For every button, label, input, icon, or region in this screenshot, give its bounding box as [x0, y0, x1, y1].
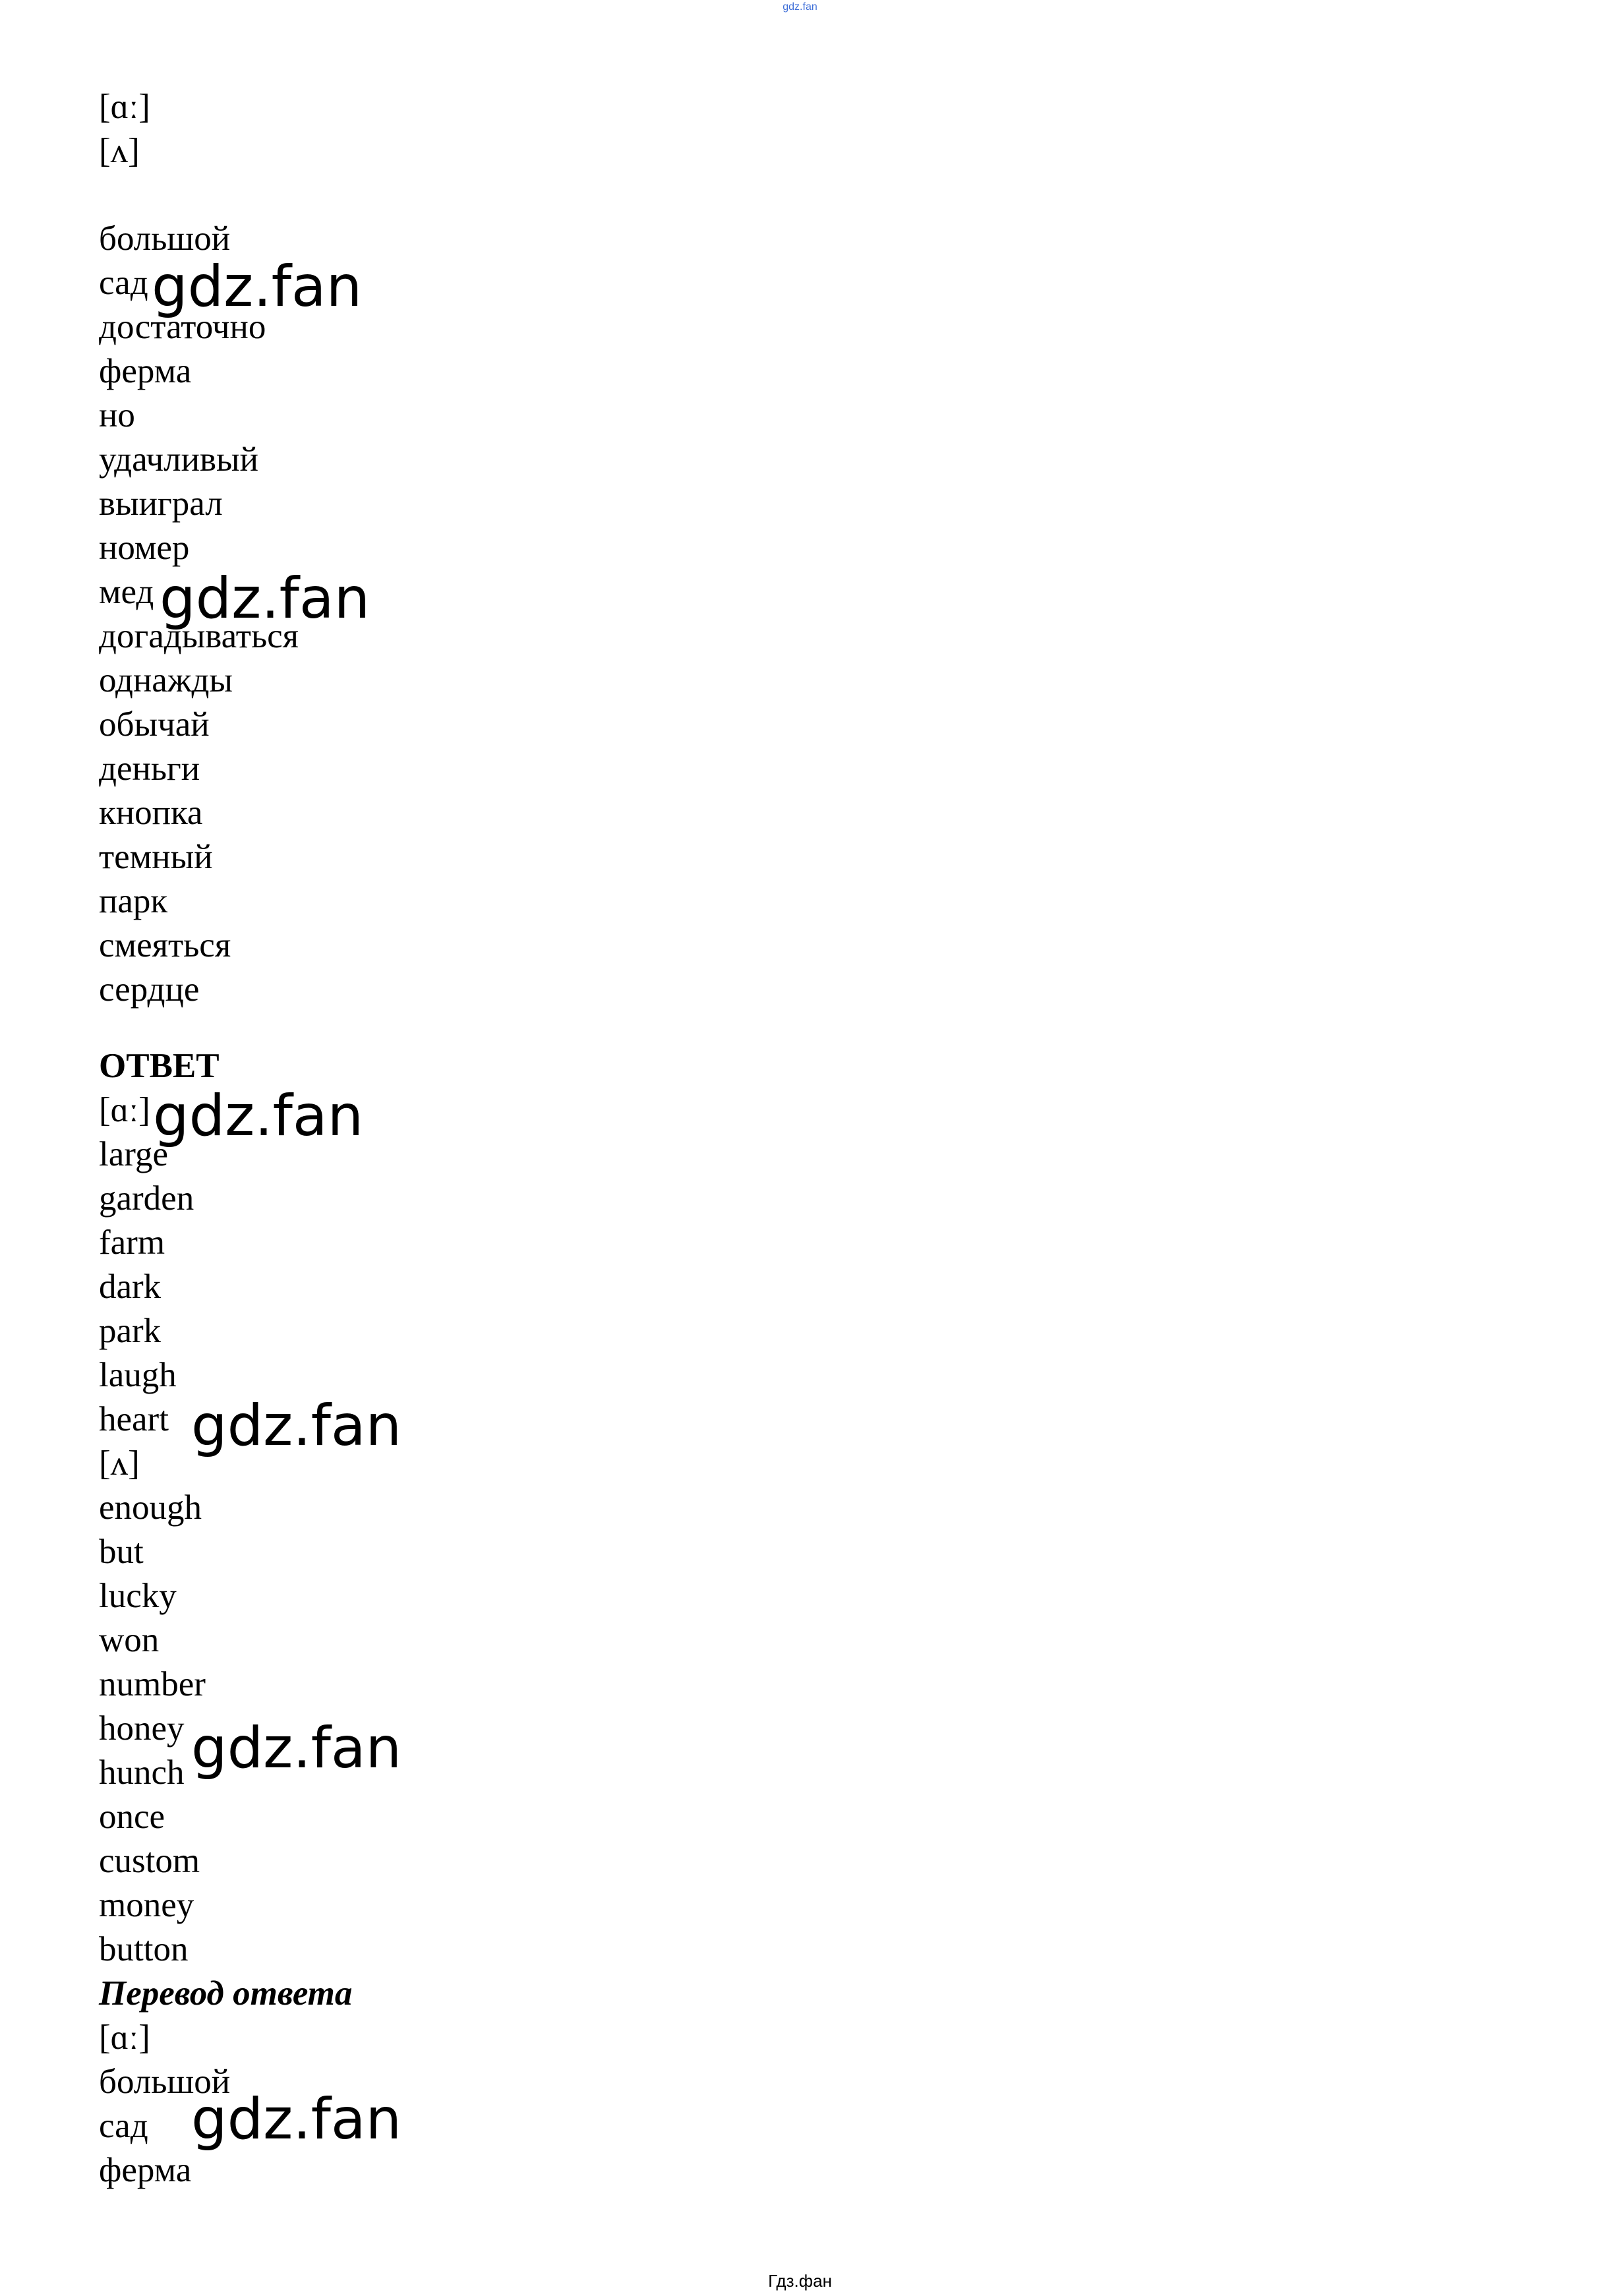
list-item: сад: [99, 264, 148, 302]
list-item: догадываться: [99, 617, 299, 655]
list-item: number: [99, 1665, 206, 1703]
list-item: кнопка: [99, 794, 203, 832]
list-item: farm: [99, 1223, 165, 1262]
phoneme-uh: [ʌ]: [99, 1444, 140, 1483]
list-item: обычай: [99, 705, 210, 744]
list-item: удачливый: [99, 440, 258, 479]
list-item: once: [99, 1798, 165, 1836]
watermark: gdz.fan: [152, 254, 363, 320]
list-item: большой: [99, 2063, 231, 2101]
list-item: выиграл: [99, 485, 223, 523]
list-item: won: [99, 1621, 160, 1659]
list-item: but: [99, 1533, 144, 1571]
list-item: money: [99, 1886, 194, 1924]
list-item: ферма: [99, 2151, 192, 2189]
list-item: large: [99, 1135, 168, 1173]
phoneme-aa: [ɑː]: [99, 2018, 150, 2057]
translation-heading: Перевод ответа: [99, 1974, 353, 2013]
phoneme-aa: [ɑː]: [99, 1091, 150, 1129]
list-item: button: [99, 1930, 189, 1968]
list-item: достаточно: [99, 308, 266, 346]
list-item: но: [99, 396, 135, 434]
list-item: hunch: [99, 1753, 185, 1792]
list-item: laugh: [99, 1356, 177, 1394]
list-item: garden: [99, 1179, 194, 1218]
top-watermark: gdz.fan: [783, 1, 817, 13]
list-item: heart: [99, 1400, 169, 1438]
list-item: enough: [99, 1488, 202, 1527]
answer-heading: ОТВЕТ: [99, 1047, 220, 1085]
list-item: темный: [99, 838, 213, 876]
list-item: большой: [99, 220, 231, 258]
list-item: мед: [99, 573, 154, 611]
list-item: деньги: [99, 750, 200, 788]
list-item: park: [99, 1312, 162, 1350]
list-item: сердце: [99, 970, 200, 1009]
list-item: dark: [99, 1268, 162, 1306]
watermark: gdz.fan: [191, 1715, 402, 1781]
list-item: смеяться: [99, 926, 231, 964]
list-item: ферма: [99, 352, 192, 390]
watermark: gdz.fan: [153, 1083, 364, 1149]
list-item: сад: [99, 2107, 148, 2145]
list-item: однажды: [99, 661, 233, 699]
list-item: номер: [99, 529, 190, 567]
list-item: honey: [99, 1709, 185, 1748]
watermark: gdz.fan: [191, 1393, 402, 1459]
watermark: gdz.fan: [191, 2086, 402, 2152]
footer-text: Гдз.фан: [768, 2271, 832, 2291]
watermark: gdz.fan: [160, 566, 370, 632]
list-item: парк: [99, 882, 168, 920]
phoneme-aa: [ɑː]: [99, 88, 150, 126]
list-item: lucky: [99, 1577, 177, 1615]
list-item: custom: [99, 1842, 200, 1880]
phoneme-uh: [ʌ]: [99, 132, 140, 170]
